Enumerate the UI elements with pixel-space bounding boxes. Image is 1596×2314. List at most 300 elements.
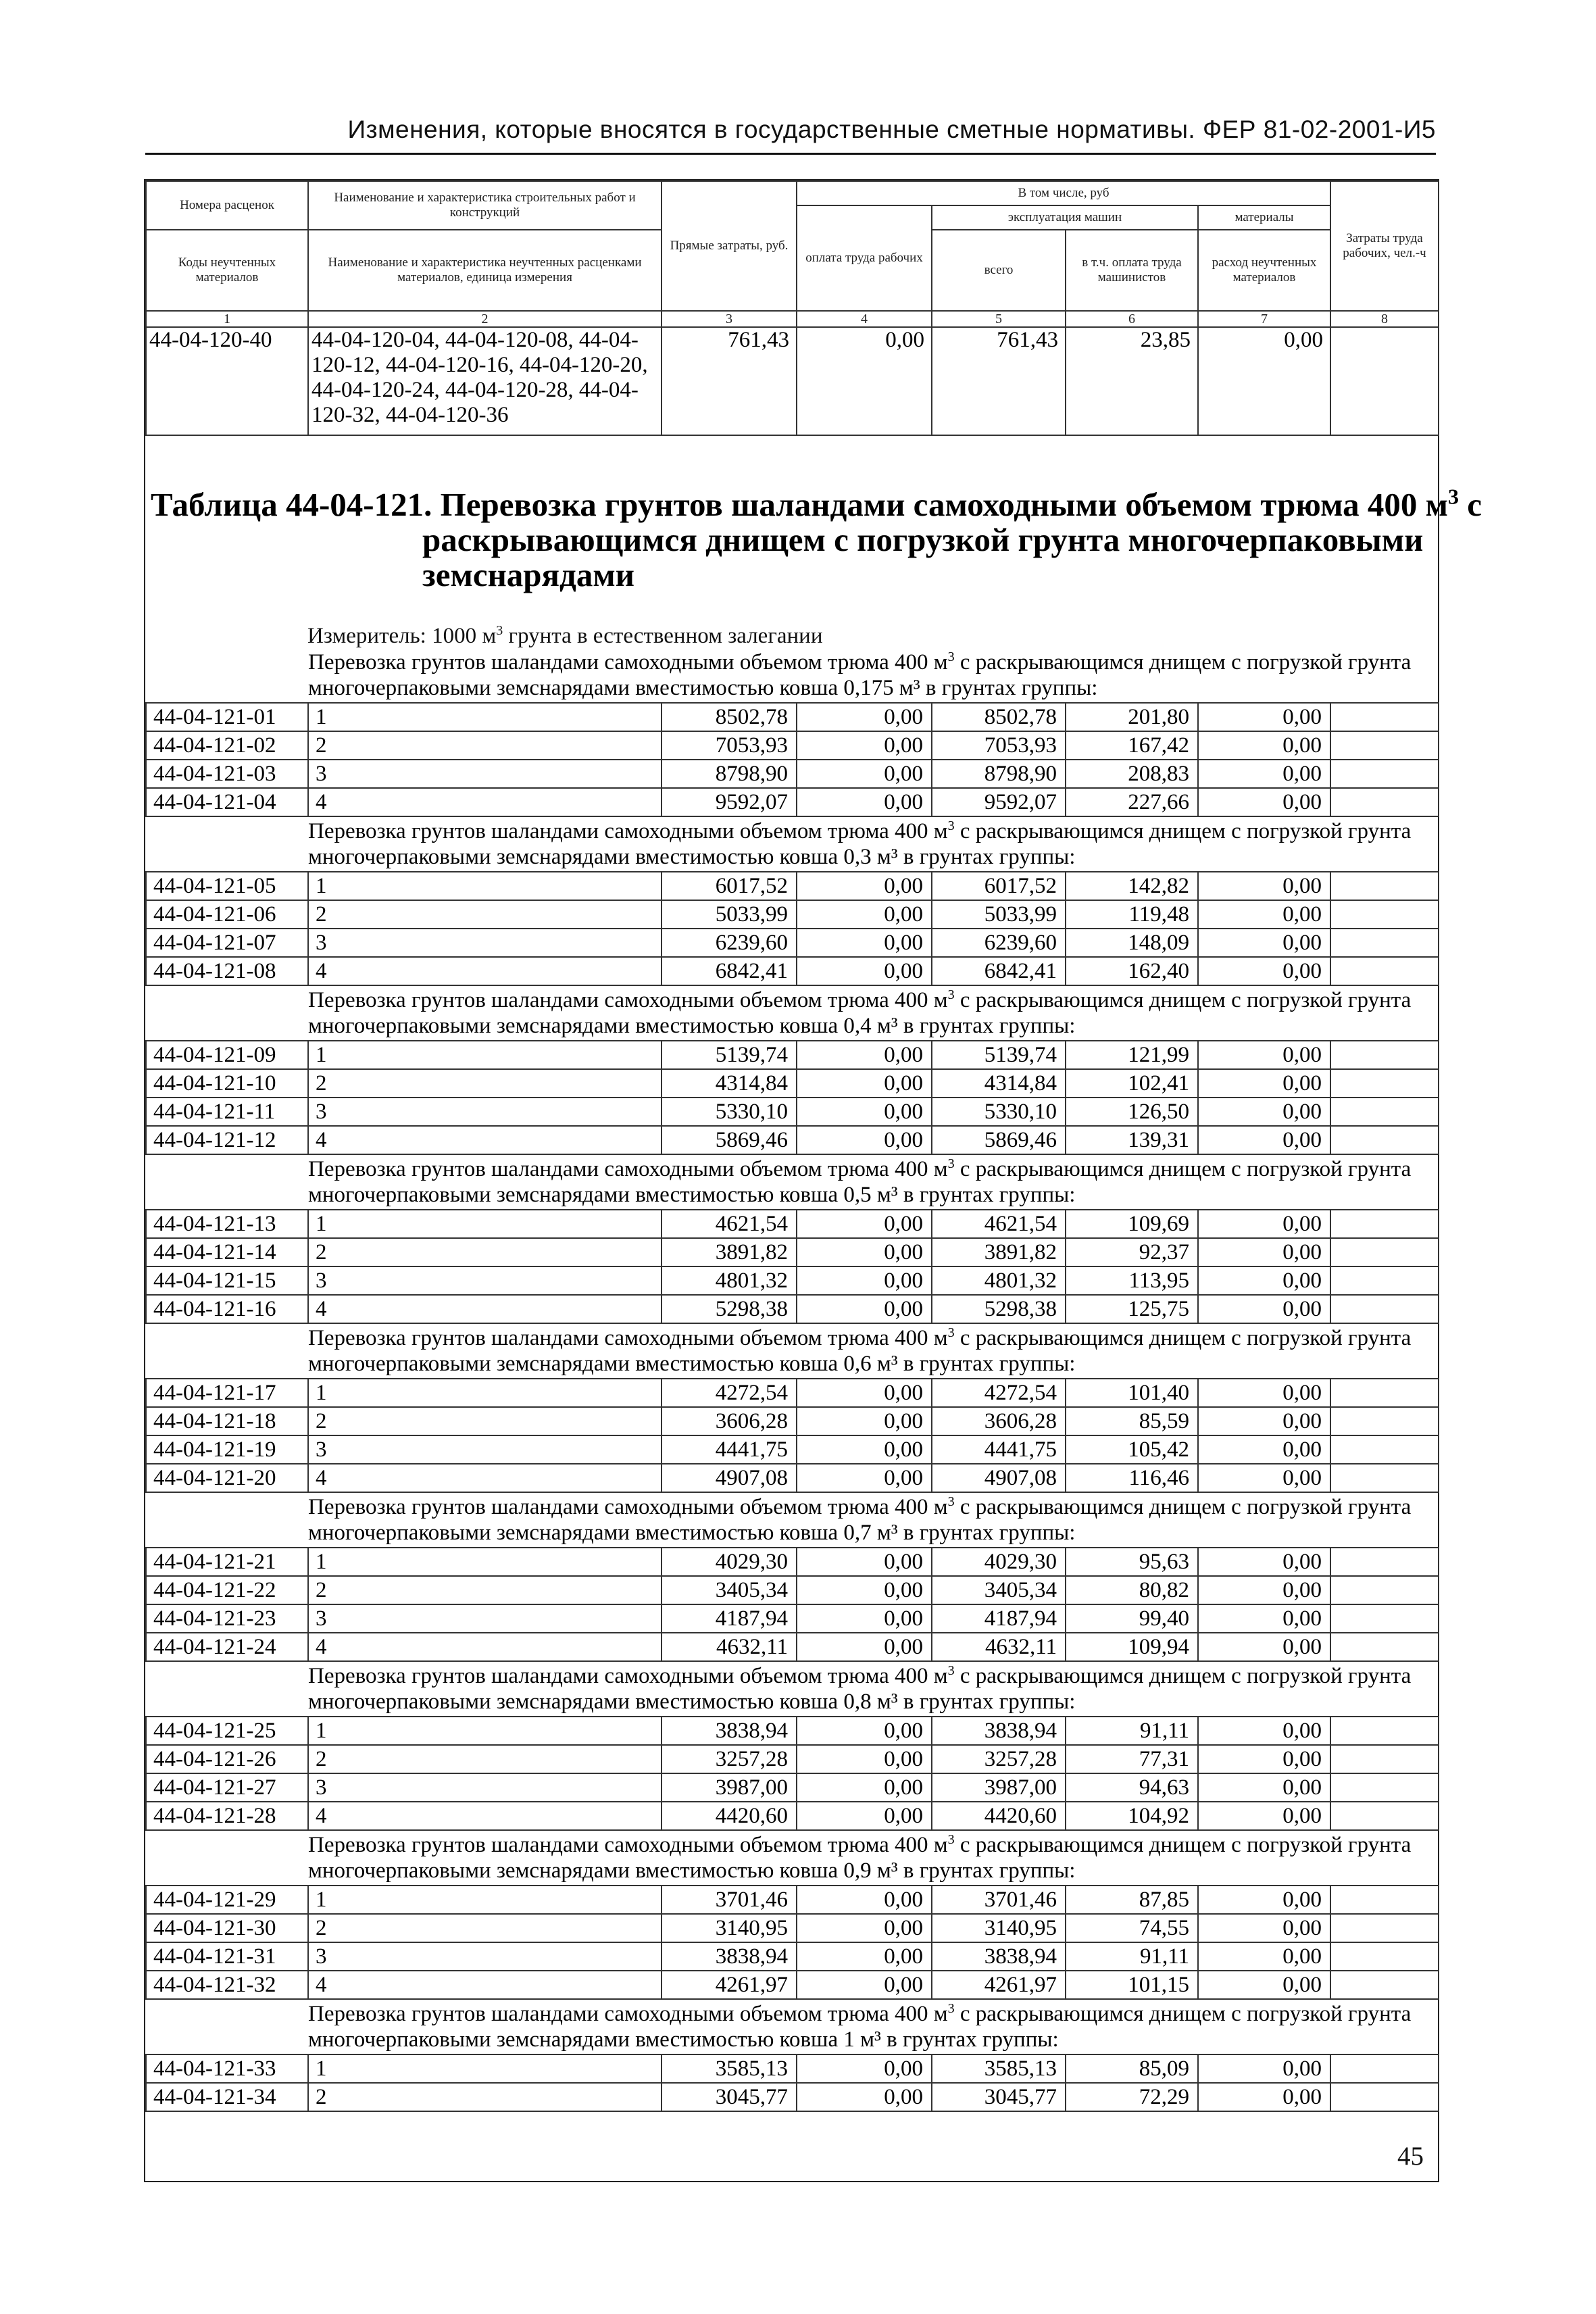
labor-cost: 0,00: [797, 1773, 932, 1802]
rate-code: 44-04-121-16: [146, 1295, 308, 1323]
machines-total: 3838,94: [932, 1717, 1066, 1745]
materials-cost: 0,00: [1198, 1295, 1330, 1323]
soil-group: 3: [308, 1266, 662, 1295]
soil-group: 2: [308, 731, 662, 760]
machines-total: 5139,74: [932, 1041, 1066, 1069]
soil-group: 3: [308, 1773, 662, 1802]
col-number: 1: [146, 311, 308, 327]
labor-cost: 0,00: [797, 1548, 932, 1576]
col8-header: Затраты труда рабочих, чел.-ч: [1330, 181, 1439, 311]
direct-cost: 4261,97: [662, 1971, 797, 1999]
prior-row-direct: 761,43: [662, 327, 797, 435]
machinists-labor: 109,94: [1066, 1633, 1198, 1661]
labor-cost: 0,00: [797, 1379, 932, 1407]
measure-unit: [307, 618, 822, 648]
direct-cost: 4907,08: [662, 1464, 797, 1492]
col4-header: оплата труда рабочих: [797, 205, 932, 311]
labor-hours: [1330, 731, 1439, 760]
materials-cost: 0,00: [1198, 1238, 1330, 1266]
group-text-c: в грунтах группы:: [897, 1352, 1076, 1376]
bucket-capacity: 0,6 м³: [843, 1352, 898, 1376]
machinists-labor: 142,82: [1066, 872, 1198, 900]
col6-header: в т.ч. оплата труда машинистов: [1066, 230, 1198, 311]
soil-group: 2: [308, 1745, 662, 1773]
direct-cost: 3585,13: [662, 2054, 797, 2083]
labor-cost: 0,00: [797, 1914, 932, 1942]
table-row: [146, 1717, 1439, 1745]
rate-code: 44-04-121-11: [146, 1098, 308, 1126]
soil-group: 2: [308, 900, 662, 929]
col1-header-top: Номера расценок: [146, 181, 308, 230]
direct-cost: 3701,46: [662, 1886, 797, 1914]
soil-group: 1: [308, 1886, 662, 1914]
group-description: [146, 1830, 1439, 1886]
table-row: [146, 1069, 1439, 1098]
group-description: [146, 648, 1439, 703]
group-text-a: Перевозка грунтов шаландами самоходными объемом трюма 400 м: [308, 1326, 948, 1350]
direct-cost: 5330,10: [662, 1098, 797, 1126]
machines-total: 3987,00: [932, 1773, 1066, 1802]
group-description-row: [146, 985, 1439, 1041]
table-row: [146, 731, 1439, 760]
machines-total: 5298,38: [932, 1295, 1066, 1323]
prior-row-name: 44-04-120-04, 44-04-120-08, 44-04-120-12, 44-04-120-16, 44-04-120-20, 44-04-120-24, 44-04-120-28, 44-04-120-32, 44-04-120-36: [308, 327, 662, 435]
machines-total: 6017,52: [932, 872, 1066, 900]
table-row: [146, 1435, 1439, 1464]
soil-group: 4: [308, 1802, 662, 1830]
group-description: [146, 1492, 1439, 1548]
group-description-row: [146, 1492, 1439, 1548]
labor-cost: 0,00: [797, 788, 932, 816]
machinists-labor: 80,82: [1066, 1576, 1198, 1604]
materials-cost: 0,00: [1198, 1435, 1330, 1464]
group-description-row: [146, 1154, 1439, 1210]
rate-code: 44-04-121-09: [146, 1041, 308, 1069]
bucket-capacity: 0,5 м³: [843, 1183, 898, 1207]
table-row: [146, 929, 1439, 957]
soil-group: 4: [308, 1126, 662, 1154]
machinists-labor: 227,66: [1066, 788, 1198, 816]
soil-group: 4: [308, 1464, 662, 1492]
soil-group: 1: [308, 872, 662, 900]
table-row: [146, 957, 1439, 985]
table-title: [145, 484, 1482, 593]
materials-cost: 0,00: [1198, 1604, 1330, 1633]
table-row: [146, 1295, 1439, 1323]
group-text-b: с раскрывающимся днищем с погрузкой грунта многочерпаковыми земснарядами вместимостью ковша: [308, 1495, 1412, 1545]
materials-cost: 0,00: [1198, 1886, 1330, 1914]
group-text-b: с раскрывающимся днищем с погрузкой грунта многочерпаковыми земснарядами вместимостью ковша: [308, 819, 1412, 869]
col1-header-bottom: Коды неучтенных материалов: [146, 230, 308, 311]
labor-cost: 0,00: [797, 1069, 932, 1098]
group-text-sup: 3: [947, 1156, 955, 1171]
machinists-labor: 94,63: [1066, 1773, 1198, 1802]
machines-total: 3585,13: [932, 2054, 1066, 2083]
labor-hours: [1330, 872, 1439, 900]
rate-code: 44-04-121-03: [146, 760, 308, 788]
table-row: [146, 1238, 1439, 1266]
rate-code: 44-04-121-18: [146, 1407, 308, 1435]
group-description-row: [146, 1830, 1439, 1886]
materials-cost: 0,00: [1198, 2054, 1330, 2083]
soil-group: 3: [308, 1604, 662, 1633]
materials-cost: 0,00: [1198, 1098, 1330, 1126]
soil-group: 2: [308, 1576, 662, 1604]
labor-cost: 0,00: [797, 1745, 932, 1773]
materials-cost: 0,00: [1198, 1633, 1330, 1661]
labor-cost: 0,00: [797, 1098, 932, 1126]
machinists-labor: 104,92: [1066, 1802, 1198, 1830]
group-description-row: [146, 1661, 1439, 1717]
group-text-sup: 3: [947, 1663, 955, 1678]
machinists-labor: 126,50: [1066, 1098, 1198, 1126]
rate-code: 44-04-121-30: [146, 1914, 308, 1942]
group-description-row: [146, 1323, 1439, 1379]
group-text-c: в грунтах группы:: [897, 1690, 1076, 1714]
col2-header-bottom: Наименование и характеристика неучтенных расценками материалов, единица измерения: [308, 230, 662, 311]
direct-cost: 4621,54: [662, 1210, 797, 1238]
materials-cost: 0,00: [1198, 1576, 1330, 1604]
rate-code: 44-04-121-28: [146, 1802, 308, 1830]
machinists-labor: 99,40: [1066, 1604, 1198, 1633]
bucket-capacity: 0,8 м³: [843, 1690, 898, 1714]
materials-cost: 0,00: [1198, 760, 1330, 788]
direct-cost: 4420,60: [662, 1802, 797, 1830]
labor-cost: 0,00: [797, 929, 932, 957]
table-row: [146, 1971, 1439, 1999]
group-description: [146, 1154, 1439, 1210]
labor-hours: [1330, 1886, 1439, 1914]
direct-cost: 3838,94: [662, 1942, 797, 1971]
rate-code: 44-04-121-26: [146, 1745, 308, 1773]
col-number: 6: [1066, 311, 1198, 327]
labor-cost: 0,00: [797, 1464, 932, 1492]
machinists-labor: 72,29: [1066, 2083, 1198, 2111]
soil-group: 4: [308, 1633, 662, 1661]
labor-hours: [1330, 1126, 1439, 1154]
materials-cost: 0,00: [1198, 900, 1330, 929]
labor-hours: [1330, 1238, 1439, 1266]
rate-code: 44-04-121-24: [146, 1633, 308, 1661]
direct-cost: 4029,30: [662, 1548, 797, 1576]
direct-cost: 8502,78: [662, 703, 797, 731]
rate-code: 44-04-121-05: [146, 872, 308, 900]
labor-hours: [1330, 1633, 1439, 1661]
rate-code: 44-04-121-20: [146, 1464, 308, 1492]
measure-sup: 3: [496, 623, 503, 638]
soil-group: 4: [308, 788, 662, 816]
labor-cost: 0,00: [797, 1407, 932, 1435]
breakdown-group-header: В том числе, руб: [797, 181, 1330, 205]
soil-group: 4: [308, 1295, 662, 1323]
labor-cost: 0,00: [797, 900, 932, 929]
labor-cost: 0,00: [797, 1604, 932, 1633]
labor-hours: [1330, 1548, 1439, 1576]
labor-hours: [1330, 957, 1439, 985]
rate-code: 44-04-121-27: [146, 1773, 308, 1802]
direct-cost: 5869,46: [662, 1126, 797, 1154]
materials-cost: 0,00: [1198, 1745, 1330, 1773]
materials-group-header: материалы: [1198, 205, 1330, 230]
labor-hours: [1330, 1942, 1439, 1971]
machinists-labor: 167,42: [1066, 731, 1198, 760]
labor-cost: 0,00: [797, 872, 932, 900]
machinists-labor: 116,46: [1066, 1464, 1198, 1492]
rate-code: 44-04-121-10: [146, 1069, 308, 1098]
group-text-a: Перевозка грунтов шаландами самоходными объемом трюма 400 м: [308, 1495, 948, 1519]
prior-row-hours: [1330, 327, 1439, 435]
machines-total: 5330,10: [932, 1098, 1066, 1126]
col-number: 3: [662, 311, 797, 327]
machines-total: 8502,78: [932, 703, 1066, 731]
rate-code: 44-04-121-14: [146, 1238, 308, 1266]
materials-cost: 0,00: [1198, 1069, 1330, 1098]
table-row: [146, 1802, 1439, 1830]
direct-cost: 6239,60: [662, 929, 797, 957]
table-row: [146, 872, 1439, 900]
group-text-a: Перевозка грунтов шаландами самоходными объемом трюма 400 м: [308, 1833, 948, 1857]
machines-total: 4261,97: [932, 1971, 1066, 1999]
col2-header-top: Наименование и характеристика строительных работ и конструкций: [308, 181, 662, 230]
table-row: [146, 1210, 1439, 1238]
group-text-b: с раскрывающимся днищем с погрузкой грунта многочерпаковыми земснарядами вместимостью ковша: [308, 1833, 1412, 1883]
machinists-labor: 113,95: [1066, 1266, 1198, 1295]
machines-total: 4907,08: [932, 1464, 1066, 1492]
col-number: 4: [797, 311, 932, 327]
rate-code: 44-04-121-08: [146, 957, 308, 985]
group-text-a: Перевозка грунтов шаландами самоходными объемом трюма 400 м: [308, 1157, 948, 1181]
rate-code: 44-04-121-17: [146, 1379, 308, 1407]
group-text-b: с раскрывающимся днищем с погрузкой грунта многочерпаковыми земснарядами вместимостью ковша: [308, 988, 1412, 1038]
table-row: [146, 1576, 1439, 1604]
group-description: [146, 1999, 1439, 2054]
labor-hours: [1330, 1098, 1439, 1126]
col5-header: всего: [932, 230, 1066, 311]
group-description: [146, 816, 1439, 872]
materials-cost: 0,00: [1198, 1266, 1330, 1295]
soil-group: 4: [308, 957, 662, 985]
group-text-sup: 3: [947, 1832, 955, 1847]
group-text-sup: 3: [947, 2001, 955, 2016]
labor-hours: [1330, 1773, 1439, 1802]
group-text-c: в грунтах группы:: [897, 1521, 1076, 1545]
labor-cost: 0,00: [797, 2054, 932, 2083]
labor-cost: 0,00: [797, 1942, 932, 1971]
machinists-labor: 92,37: [1066, 1238, 1198, 1266]
direct-cost: 4187,94: [662, 1604, 797, 1633]
machines-total: 4441,75: [932, 1435, 1066, 1464]
machines-total: 4632,11: [932, 1633, 1066, 1661]
table-row: [146, 1126, 1439, 1154]
table-row: [146, 1886, 1439, 1914]
group-text-a: Перевозка грунтов шаландами самоходными объемом трюма 400 м: [308, 819, 948, 843]
group-text-a: Перевозка грунтов шаландами самоходными объемом трюма 400 м: [308, 2002, 948, 2026]
prior-row-materials: 0,00: [1198, 327, 1330, 435]
labor-hours: [1330, 2083, 1439, 2111]
table-title-lead-end: с: [1459, 486, 1482, 523]
direct-cost: 3606,28: [662, 1407, 797, 1435]
labor-hours: [1330, 929, 1439, 957]
machinists-labor: 139,31: [1066, 1126, 1198, 1154]
machines-total: 4621,54: [932, 1210, 1066, 1238]
machinists-labor: 105,42: [1066, 1435, 1198, 1464]
materials-cost: 0,00: [1198, 1548, 1330, 1576]
soil-group: 2: [308, 1069, 662, 1098]
table-title-lead: Таблица 44-04-121. Перевозка грунтов шаландами самоходными объемом трюма 400 м: [151, 486, 1449, 523]
machines-total: 4187,94: [932, 1604, 1066, 1633]
machines-total: 5869,46: [932, 1126, 1066, 1154]
labor-hours: [1330, 1604, 1439, 1633]
direct-cost: 5298,38: [662, 1295, 797, 1323]
group-description-row: [146, 816, 1439, 872]
table-row: [146, 1548, 1439, 1576]
group-text-c: в грунтах группы:: [920, 676, 1098, 700]
group-text-a: Перевозка грунтов шаландами самоходными объемом трюма 400 м: [308, 1664, 948, 1688]
bucket-capacity: 0,3 м³: [843, 845, 898, 869]
labor-hours: [1330, 1464, 1439, 1492]
group-text-c: в грунтах группы:: [897, 1014, 1076, 1038]
labor-cost: 0,00: [797, 1971, 932, 1999]
soil-group: 2: [308, 1914, 662, 1942]
machinists-labor: 102,41: [1066, 1069, 1198, 1098]
labor-hours: [1330, 1745, 1439, 1773]
labor-hours: [1330, 1971, 1439, 1999]
table-row: [146, 760, 1439, 788]
machines-total: 3891,82: [932, 1238, 1066, 1266]
labor-cost: 0,00: [797, 1435, 932, 1464]
labor-hours: [1330, 1407, 1439, 1435]
materials-cost: 0,00: [1198, 703, 1330, 731]
labor-cost: 0,00: [797, 703, 932, 731]
soil-group: 3: [308, 1435, 662, 1464]
machines-total: 4029,30: [932, 1548, 1066, 1576]
group-description-row: [146, 648, 1439, 703]
labor-hours: [1330, 1069, 1439, 1098]
bucket-capacity: 0,7 м³: [843, 1521, 898, 1545]
labor-cost: 0,00: [797, 1802, 932, 1830]
col-number: 2: [308, 311, 662, 327]
machines-total: 4801,32: [932, 1266, 1066, 1295]
labor-hours: [1330, 1266, 1439, 1295]
labor-hours: [1330, 1041, 1439, 1069]
table-row: [146, 788, 1439, 816]
materials-cost: 0,00: [1198, 929, 1330, 957]
bucket-capacity: 1 м³: [843, 2027, 881, 2052]
col3-header: Прямые затраты, руб.: [662, 181, 797, 311]
labor-cost: 0,00: [797, 1210, 932, 1238]
group-description-row: [146, 1999, 1439, 2054]
machinists-labor: 91,11: [1066, 1942, 1198, 1971]
prior-row-machinists: 23,85: [1066, 327, 1198, 435]
direct-cost: 3257,28: [662, 1745, 797, 1773]
labor-cost: 0,00: [797, 1576, 932, 1604]
soil-group: 1: [308, 1717, 662, 1745]
materials-cost: 0,00: [1198, 1041, 1330, 1069]
machinists-labor: 77,31: [1066, 1745, 1198, 1773]
direct-cost: 8798,90: [662, 760, 797, 788]
machines-total: 6239,60: [932, 929, 1066, 957]
machines-total: 7053,93: [932, 731, 1066, 760]
rate-code: 44-04-121-02: [146, 731, 308, 760]
materials-cost: 0,00: [1198, 1464, 1330, 1492]
bucket-capacity: 0,175 м³: [843, 676, 920, 700]
direct-cost: 4801,32: [662, 1266, 797, 1295]
soil-group: 1: [308, 703, 662, 731]
table-row: [146, 1942, 1439, 1971]
direct-cost: 3045,77: [662, 2083, 797, 2111]
materials-cost: 0,00: [1198, 1126, 1330, 1154]
machinists-labor: 121,99: [1066, 1041, 1198, 1069]
group-text-c: в грунтах группы:: [897, 1183, 1076, 1207]
labor-cost: 0,00: [797, 1886, 932, 1914]
table-row: [146, 1098, 1439, 1126]
soil-group: 3: [308, 760, 662, 788]
machines-total: 3606,28: [932, 1407, 1066, 1435]
machines-total: 4420,60: [932, 1802, 1066, 1830]
materials-cost: 0,00: [1198, 1773, 1330, 1802]
machines-total: 3405,34: [932, 1576, 1066, 1604]
rate-code: 44-04-121-07: [146, 929, 308, 957]
materials-cost: 0,00: [1198, 1717, 1330, 1745]
materials-cost: 0,00: [1198, 1802, 1330, 1830]
prior-row-code: 44-04-120-40: [146, 327, 308, 435]
direct-cost: 4632,11: [662, 1633, 797, 1661]
machinists-labor: 201,80: [1066, 703, 1198, 731]
col-number: 8: [1330, 311, 1439, 327]
labor-hours: [1330, 788, 1439, 816]
group-text-c: в грунтах группы:: [897, 845, 1076, 869]
machines-total: 3045,77: [932, 2083, 1066, 2111]
document-frame: [144, 179, 1482, 2182]
col7-header: расход неучтенных материалов: [1198, 230, 1330, 311]
labor-cost: 0,00: [797, 760, 932, 788]
rate-code: 44-04-121-34: [146, 2083, 308, 2111]
group-description: [146, 1661, 1439, 1717]
table-row: [146, 900, 1439, 929]
machines-total: 3701,46: [932, 1886, 1066, 1914]
labor-cost: 0,00: [797, 957, 932, 985]
direct-cost: 9592,07: [662, 788, 797, 816]
table-row: [146, 1633, 1439, 1661]
measure-prefix: Измеритель: 1000 м: [307, 624, 497, 648]
rates-table: [145, 648, 1439, 2112]
soil-group: 4: [308, 1971, 662, 1999]
group-text-sup: 3: [947, 1325, 955, 1340]
direct-cost: 5033,99: [662, 900, 797, 929]
table-row: [146, 1914, 1439, 1942]
soil-group: 1: [308, 1041, 662, 1069]
labor-cost: 0,00: [797, 1041, 932, 1069]
machinists-labor: 95,63: [1066, 1548, 1198, 1576]
group-description: [146, 985, 1439, 1041]
soil-group: 2: [308, 1238, 662, 1266]
labor-hours: [1330, 1576, 1439, 1604]
machines-group-header: эксплуатация машин: [932, 205, 1198, 230]
labor-hours: [1330, 1435, 1439, 1464]
rate-code: 44-04-121-15: [146, 1266, 308, 1295]
machinists-labor: 101,40: [1066, 1379, 1198, 1407]
rate-code: 44-04-121-33: [146, 2054, 308, 2083]
labor-cost: 0,00: [797, 731, 932, 760]
machinists-labor: 125,75: [1066, 1295, 1198, 1323]
materials-cost: 0,00: [1198, 1407, 1330, 1435]
group-text-c: в грунтах группы:: [880, 2027, 1059, 2052]
machinists-labor: 87,85: [1066, 1886, 1198, 1914]
direct-cost: 5139,74: [662, 1041, 797, 1069]
materials-cost: 0,00: [1198, 2083, 1330, 2111]
direct-cost: 7053,93: [662, 731, 797, 760]
labor-cost: 0,00: [797, 1633, 932, 1661]
